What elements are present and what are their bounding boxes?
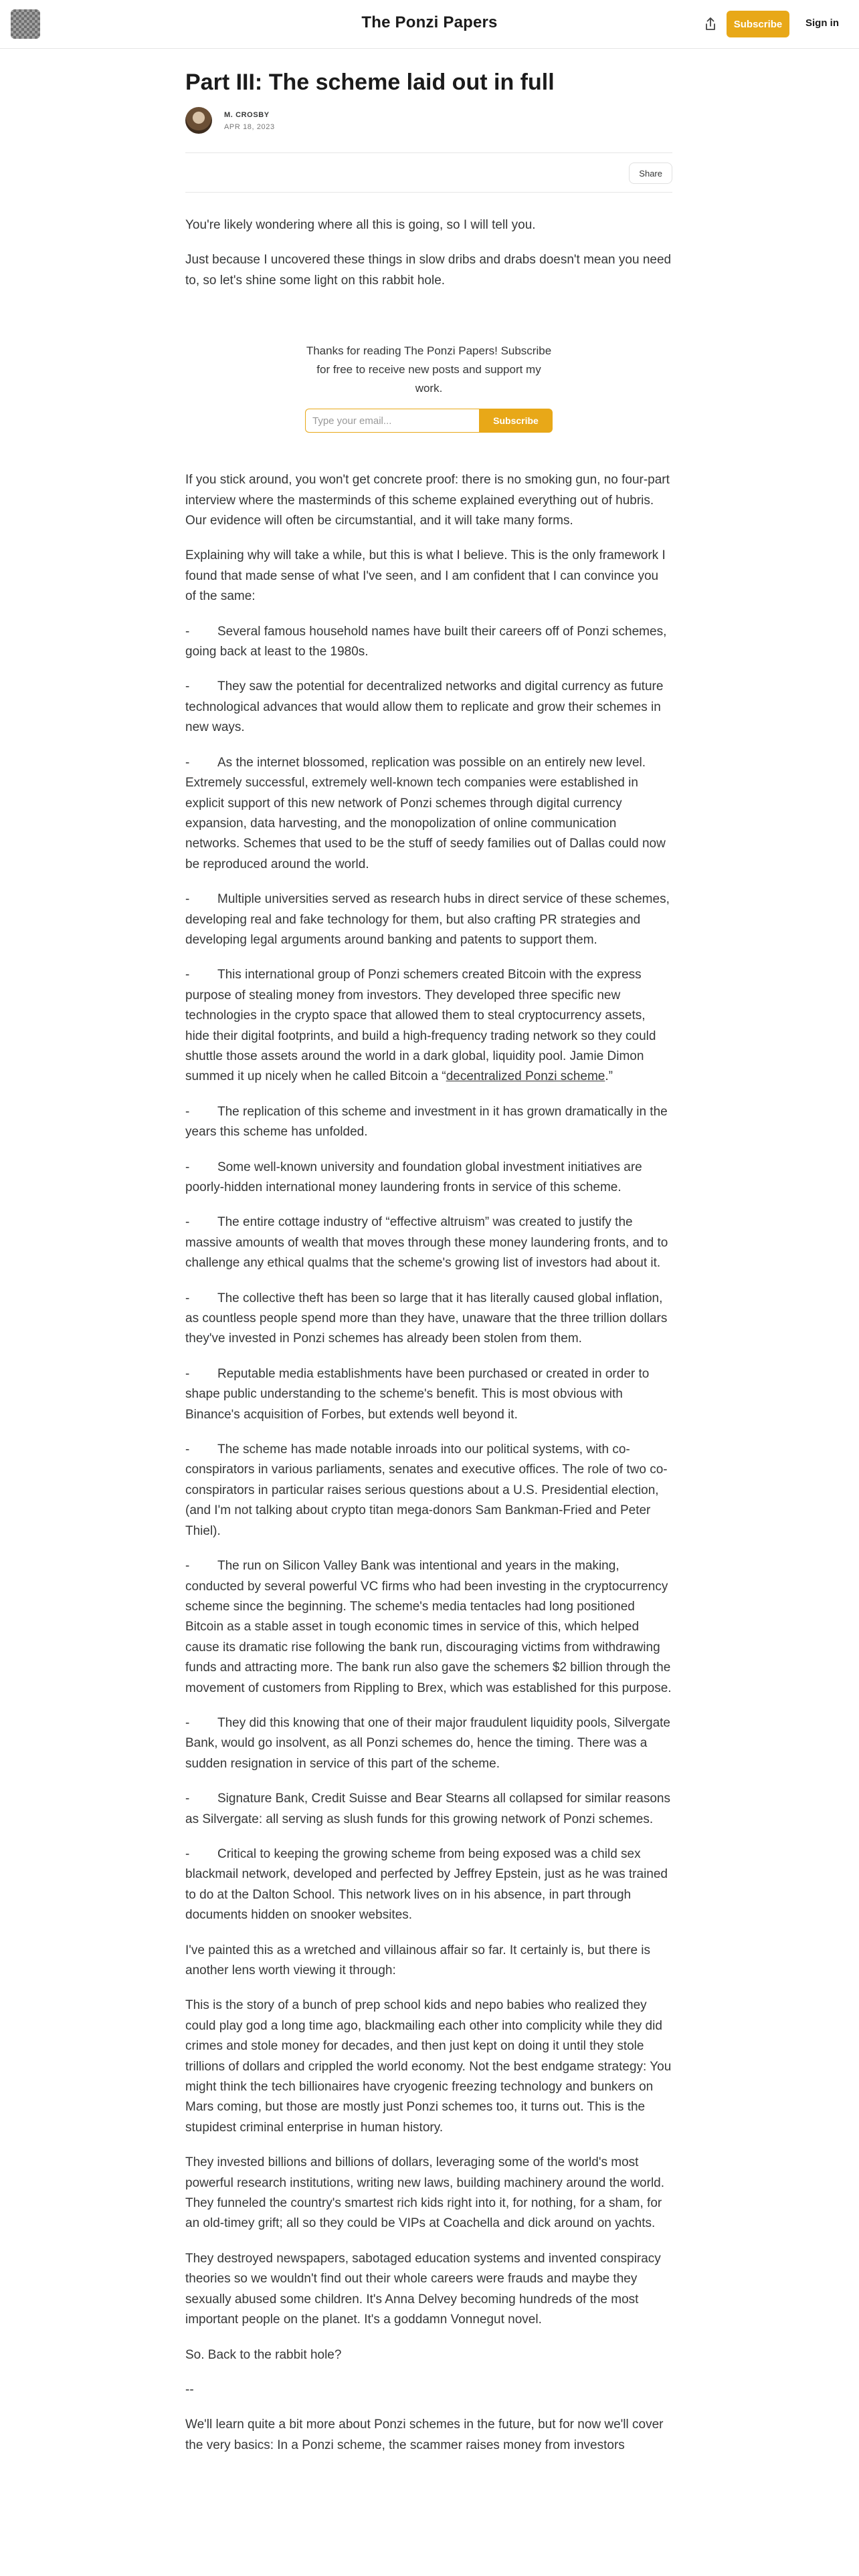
paragraph: Just because I uncovered these things in slow dribs and drabs doesn't mean you need to, so let's shine some light on this rabbit hole. bbox=[185, 253, 672, 288]
bullet-paragraph bbox=[185, 1844, 672, 1926]
bullet-text: The run on Silicon Valley Bank was intentional and years in the making, conducted by several powerful VC firms who had been investing in the cryptocurrency scheme since the beginning. The scheme's media tentacles had long positioned Bitcoin as a stable asset in tough economic times in service of this, which helped cause its dramatic rise following the bank run, discouraging victims from withdrawing funds and attracting more. The bank run also gave the schemers $2 billion through the movement of customers from Rippling to Brex, which was established for this purpose. bbox=[185, 1559, 672, 1695]
bullet-dash: - bbox=[185, 1104, 190, 1119]
bullet-paragraph bbox=[185, 1289, 672, 1350]
bullet-paragraph bbox=[185, 622, 672, 663]
bullet-text: Critical to keeping the growing scheme from being exposed was a child sex blackmail network, developed and perfected by Jeffrey Epstein, just as he was trained to do at the Dalton School. This network lives on in his absence, in part through documents hidden on snooker websites. bbox=[185, 1846, 668, 1923]
bullet-paragraph bbox=[185, 965, 672, 1087]
divider bbox=[185, 192, 672, 193]
article bbox=[185, 48, 672, 2470]
sign-in-link[interactable]: Sign in bbox=[805, 17, 839, 29]
paragraph: -- bbox=[185, 2382, 194, 2397]
bullet-text: Reputable media establishments have been purchased or created in order to shape public understanding to the scheme's benefit. This is most obvious with Binance's acquisition of Forbes, but extends well beyond it. bbox=[185, 1366, 650, 1422]
publication-title[interactable]: The Ponzi Papers bbox=[361, 13, 498, 31]
share-icon[interactable] bbox=[701, 15, 720, 33]
top-navigation-bar bbox=[0, 0, 859, 49]
bullet-dash: - bbox=[185, 1291, 190, 1305]
bullet-text: Multiple universities served as research hubs in direct service of these schemes, developing real and fake technology for them, but also crafting PR strategies and developing legal arguments around banking and patents to support them. bbox=[185, 892, 670, 947]
subscribe-button[interactable]: Subscribe bbox=[727, 11, 789, 37]
bullet-text: As the internet blossomed, replication was possible on an entirely new level. Extremely successful, extremely well-known tech companies were established in explicit support of this new network of Ponzi schemes through digital currency expansion, data harvesting, and the monopolization of online communication networks. Schemes that used to be the stuff of seedy families out of Dallas could now be reproduced around the world. bbox=[185, 755, 666, 871]
bullet-dash: - bbox=[185, 1215, 190, 1230]
bullet-paragraph bbox=[185, 1212, 672, 1273]
subscribe-widget bbox=[185, 306, 672, 470]
bullet-dash: - bbox=[185, 755, 190, 770]
bullet-text: This international group of Ponzi schemers created Bitcoin with the express purpose of stealing money from investors. They developed three specific new technologies in the crypto space that allowed them to steal cryptocurrency assets, hide their digital footprints, and build a high-frequency trading network so they could shuttle those assets around the world in a dark global, liquidity pool. Jamie Dimon summed it up nicely when he called Bitcoin a “ bbox=[185, 968, 656, 1084]
bullet-paragraph bbox=[185, 677, 672, 738]
bullet-text: They did this knowing that one of their major fraudulent liquidity pools, Silvergate Bank, would go insolvent, as all Ponzi schemes do, hence the timing. There was a sudden resignation in service of this part of the scheme. bbox=[185, 1715, 670, 1771]
bullet-text-end: .” bbox=[605, 1069, 613, 1084]
paragraph: We'll learn quite a bit more about Ponzi schemes in the future, but for now we'll cover the very basics: In a Ponzi scheme, the scammer raises money from investors bbox=[185, 2418, 664, 2452]
subscribe-widget-button[interactable]: Subscribe bbox=[479, 409, 553, 433]
bullet-text: The scheme has made notable inroads into our political systems, with co-conspirators in various parliaments, senates and executive offices. The role of two co-conspirators in particular raises serious questions about a U.S. Presidential election, (and I'm not talking about crypto titan mega-donors Sam Bankman-Fried and Peter Thiel). bbox=[185, 1442, 668, 1538]
bullet-paragraph bbox=[185, 1789, 672, 1830]
bullet-dash: - bbox=[185, 1366, 190, 1381]
paragraph: This is the story of a bunch of prep school kids and nepo babies who realized they could play god a long time ago, blackmailing each other into complicity while they did crimes and stole money for decades, and then just kept on doing it until they stole trillions of dollars and crippled the world economy. Not the best endgame strategy: You might think the tech billionaires have cryogenic freezing technology and bunkers on Mars coming, but those are mostly just Ponzi schemes too, it turns out. This is the stupidest criminal enterprise in human history. bbox=[185, 1998, 672, 2135]
paragraph: So. Back to the rabbit hole? bbox=[185, 2347, 342, 2362]
subscribe-form bbox=[185, 409, 672, 433]
bullet-text: The entire cottage industry of “effective altruism” was created to justify the massive amounts of wealth that moves through these money laundering fronts, and to challenge any ethical qualms that the scheme's growing list of investors had about it. bbox=[185, 1215, 668, 1271]
bullet-text: Several famous household names have built their careers off of Ponzi schemes, going back at least to the 1980s. bbox=[185, 624, 667, 659]
bullet-paragraph bbox=[185, 1364, 672, 1425]
bullet-paragraph bbox=[185, 1440, 672, 1541]
paragraph: I've painted this as a wretched and villainous affair so far. It certainly is, but there is another lens worth viewing it through: bbox=[185, 1943, 651, 1977]
bullet-text: Signature Bank, Credit Suisse and Bear Stearns all collapsed for similar reasons as Silvergate: all serving as slush funds for this growing network of Ponzi schemes. bbox=[185, 1792, 670, 1826]
bullet-dash: - bbox=[185, 1846, 190, 1861]
bullet-text: Some well-known university and foundation global investment initiatives are poorly-hidden international money laundering fronts in service of this scheme. bbox=[185, 1160, 642, 1194]
bullet-paragraph bbox=[185, 889, 672, 950]
author-name[interactable]: M. CROSBY bbox=[224, 111, 270, 119]
bullet-paragraph bbox=[185, 1556, 672, 1699]
subscribe-widget-text: Thanks for reading The Ponzi Papers! Subscribe for free to receive new posts and support my work. bbox=[306, 344, 552, 395]
paragraph: If you stick around, you won't get concrete proof: there is no smoking gun, no four-part interview where the masterminds of this scheme explained everything out of hubris. Our evidence will often be circumstantial, and it will take many forms. bbox=[185, 473, 670, 528]
byline bbox=[185, 107, 672, 144]
post-actions bbox=[185, 153, 672, 192]
bullet-paragraph bbox=[185, 1713, 672, 1774]
bullet-dash: - bbox=[185, 1792, 190, 1806]
bullet-dash: - bbox=[185, 1442, 190, 1457]
paragraph: You're likely wondering where all this is going, so I will tell you. bbox=[185, 218, 536, 232]
bullet-text: They saw the potential for decentralized networks and digital currency as future technological advances that would allow them to replicate and grow their schemes in new ways. bbox=[185, 679, 664, 735]
post-date: APR 18, 2023 bbox=[224, 123, 275, 131]
bullet-text: The collective theft has been so large that it has literally caused global inflation, as countless people spend more than they have, unaware that the three trillion dollars they've invested in Ponzi schemes has already been stolen from them. bbox=[185, 1291, 668, 1346]
bullet-dash: - bbox=[185, 892, 190, 907]
bullet-dash: - bbox=[185, 679, 190, 694]
bullet-dash: - bbox=[185, 968, 190, 982]
author-avatar[interactable] bbox=[185, 107, 212, 134]
bullet-dash: - bbox=[185, 1559, 190, 1574]
bullet-dash: - bbox=[185, 1160, 190, 1174]
bullet-dash: - bbox=[185, 624, 190, 639]
decentralized-ponzi-scheme-link[interactable]: decentralized Ponzi scheme bbox=[446, 1069, 605, 1084]
paragraph: They invested billions and billions of dollars, leveraging some of the world's most powerful research institutions, writing new laws, building machinery around the world. They funneled the country's smartest rich kids right into it, for nothing, for a sham, for an old-timey grift; all so they could be VIPs at Coachella and dick around on yachts. bbox=[185, 2155, 665, 2231]
bullet-paragraph bbox=[185, 753, 672, 875]
bullet-text: The replication of this scheme and investment in it has grown dramatically in the years this scheme has unfolded. bbox=[185, 1104, 668, 1140]
share-button[interactable]: Share bbox=[629, 163, 672, 184]
bullet-dash: - bbox=[185, 1715, 190, 1730]
bullet-paragraph bbox=[185, 1102, 672, 1143]
email-input[interactable] bbox=[305, 409, 479, 433]
post-title: Part III: The scheme laid out in full bbox=[185, 70, 555, 95]
bullet-paragraph bbox=[185, 1158, 672, 1198]
paragraph: They destroyed newspapers, sabotaged education systems and invented conspiracy theories so we wouldn't find out their whole careers were frauds and maybe they sexually abused some children. It's Anna Delvey becoming hundreds of the most important people on the planet. It's a goddamn Vonnegut novel. bbox=[185, 2251, 661, 2327]
paragraph: Explaining why will take a while, but this is what I believe. This is the only framework I found that made sense of what I've seen, and I am confident that I can convince you of the same: bbox=[185, 548, 666, 604]
